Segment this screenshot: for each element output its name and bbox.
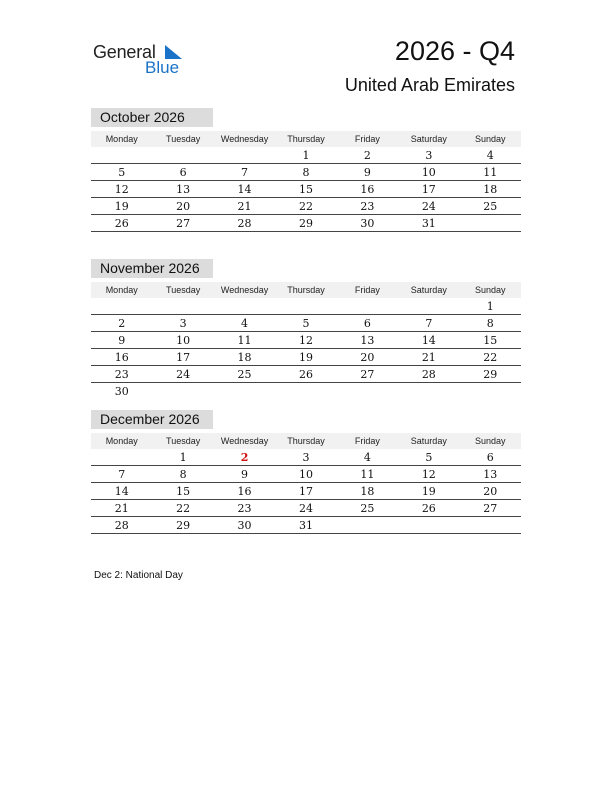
day-cell: 9 <box>241 468 249 481</box>
day-cell: 1 <box>302 149 310 162</box>
day-cell <box>460 517 521 533</box>
week-row <box>91 147 521 164</box>
day-cell <box>337 517 398 533</box>
day-cell: 15 <box>176 485 191 498</box>
weekday-header-row <box>91 131 521 147</box>
month-label: November 2026 <box>91 259 213 278</box>
day-cell <box>398 383 459 399</box>
day-cell: 30 <box>114 385 129 398</box>
day-cell: 18 <box>483 183 498 196</box>
logo-text-general: General <box>93 42 156 62</box>
week-row <box>91 215 521 232</box>
week-row <box>91 332 521 349</box>
day-cell: 28 <box>114 519 129 532</box>
generalblue-logo <box>93 42 193 78</box>
day-cell <box>337 298 398 314</box>
day-cell: 30 <box>360 217 375 230</box>
weekday-header: Saturday <box>410 436 447 446</box>
day-cell <box>91 147 152 163</box>
day-cell: 17 <box>421 183 436 196</box>
day-cell: 10 <box>298 468 313 481</box>
day-cell <box>398 517 459 533</box>
week-row <box>91 298 521 315</box>
weekday-header-row <box>91 282 521 298</box>
day-cell: 4 <box>241 317 249 330</box>
day-cell: 1 <box>486 300 494 313</box>
day-cell: 9 <box>118 334 126 347</box>
day-cell: 2 <box>363 149 371 162</box>
weekday-header: Thursday <box>287 134 325 144</box>
day-cell: 3 <box>425 149 433 162</box>
week-row <box>91 349 521 366</box>
day-cell: 20 <box>483 485 498 498</box>
logo-text-blue: Blue <box>145 58 180 77</box>
day-cell: 7 <box>241 166 249 179</box>
day-cell: 21 <box>237 200 252 213</box>
weekday-header: Tuesday <box>166 134 201 144</box>
day-cell: 14 <box>237 183 252 196</box>
weekday-header: Monday <box>105 285 138 295</box>
day-cell: 19 <box>421 485 436 498</box>
weekday-header: Friday <box>354 436 380 446</box>
week-row <box>91 198 521 215</box>
day-cell: 2 <box>240 451 249 464</box>
day-cell: 18 <box>237 351 252 364</box>
day-cell: 5 <box>302 317 310 330</box>
day-cell: 24 <box>298 502 313 515</box>
weekday-header: Tuesday <box>166 436 201 446</box>
weekday-header: Sunday <box>474 436 506 446</box>
weekday-header: Saturday <box>410 134 447 144</box>
weekday-header: Monday <box>105 134 138 144</box>
week-row <box>91 449 521 466</box>
day-cell: 23 <box>114 368 129 381</box>
day-cell: 29 <box>176 519 191 532</box>
day-cell: 15 <box>483 334 498 347</box>
day-cell: 9 <box>363 166 371 179</box>
day-cell <box>460 215 521 231</box>
week-row <box>91 164 521 181</box>
day-cell: 19 <box>298 351 313 364</box>
day-cell: 10 <box>421 166 436 179</box>
week-row <box>91 181 521 198</box>
day-cell: 22 <box>176 502 191 515</box>
holiday-note: Dec 2: National Day <box>94 570 183 581</box>
day-cell: 27 <box>360 368 375 381</box>
weekday-header-row <box>91 433 521 449</box>
day-cell: 25 <box>360 502 375 515</box>
day-cell: 1 <box>179 451 187 464</box>
day-cell <box>275 383 336 399</box>
day-cell: 14 <box>421 334 436 347</box>
day-cell <box>152 298 213 314</box>
day-cell <box>275 298 336 314</box>
day-cell: 26 <box>421 502 436 515</box>
day-cell: 26 <box>114 217 129 230</box>
day-cell: 23 <box>237 502 252 515</box>
day-cell: 31 <box>298 519 313 532</box>
month-label: December 2026 <box>91 410 213 429</box>
day-cell: 10 <box>176 334 191 347</box>
day-cell: 18 <box>360 485 375 498</box>
weekday-header: Friday <box>354 285 380 295</box>
month-october <box>91 108 521 232</box>
page-title: 2026 - Q4 <box>394 36 515 66</box>
day-cell: 2 <box>118 317 126 330</box>
day-cell: 24 <box>421 200 436 213</box>
day-cell: 3 <box>179 317 187 330</box>
weekday-header: Wednesday <box>220 285 269 295</box>
weekday-header: Saturday <box>410 285 447 295</box>
day-cell: 22 <box>483 351 498 364</box>
day-cell: 5 <box>118 166 126 179</box>
day-cell: 15 <box>298 183 313 196</box>
day-cell: 13 <box>176 183 191 196</box>
week-row <box>91 315 521 332</box>
day-cell: 26 <box>298 368 313 381</box>
day-cell <box>214 298 275 314</box>
day-cell <box>214 147 275 163</box>
day-cell: 23 <box>360 200 375 213</box>
day-cell: 20 <box>176 200 191 213</box>
day-cell: 11 <box>237 334 252 347</box>
day-cell: 25 <box>237 368 252 381</box>
day-cell: 25 <box>483 200 498 213</box>
day-cell <box>460 383 521 399</box>
day-cell: 4 <box>363 451 371 464</box>
weekday-header: Sunday <box>474 285 506 295</box>
day-cell: 8 <box>486 317 494 330</box>
day-cell: 16 <box>237 485 252 498</box>
weekday-header: Wednesday <box>220 436 269 446</box>
month-december <box>91 410 521 534</box>
day-cell <box>91 298 152 314</box>
day-cell: 6 <box>486 451 494 464</box>
day-cell: 16 <box>360 183 375 196</box>
week-row <box>91 500 521 517</box>
weekday-header: Sunday <box>474 134 506 144</box>
weekday-header: Thursday <box>287 285 325 295</box>
day-cell: 27 <box>483 502 498 515</box>
day-cell: 13 <box>483 468 498 481</box>
day-cell: 12 <box>298 334 313 347</box>
weekday-header: Tuesday <box>166 285 201 295</box>
day-cell: 8 <box>302 166 310 179</box>
week-row <box>91 517 521 534</box>
day-cell <box>337 383 398 399</box>
week-row <box>91 483 521 500</box>
weekday-header: Monday <box>105 436 138 446</box>
day-cell: 6 <box>179 166 187 179</box>
page-subtitle: United Arab Emirates <box>344 75 515 95</box>
day-cell: 14 <box>114 485 129 498</box>
week-row <box>91 466 521 483</box>
day-cell <box>152 147 213 163</box>
day-cell: 24 <box>176 368 191 381</box>
month-label: October 2026 <box>91 108 213 127</box>
day-cell: 27 <box>176 217 191 230</box>
weekday-header: Wednesday <box>220 134 269 144</box>
day-cell: 31 <box>421 217 436 230</box>
day-cell: 8 <box>179 468 187 481</box>
day-cell: 19 <box>114 200 129 213</box>
day-cell <box>152 383 213 399</box>
day-cell: 29 <box>298 217 313 230</box>
day-cell: 12 <box>114 183 129 196</box>
day-cell <box>214 383 275 399</box>
day-cell: 13 <box>360 334 375 347</box>
week-row <box>91 383 521 399</box>
day-cell: 11 <box>360 468 375 481</box>
weekday-header: Thursday <box>287 436 325 446</box>
day-cell: 22 <box>298 200 313 213</box>
day-cell: 30 <box>237 519 252 532</box>
day-cell: 16 <box>114 351 129 364</box>
day-cell: 4 <box>486 149 494 162</box>
day-cell: 7 <box>118 468 126 481</box>
day-cell: 17 <box>298 485 313 498</box>
day-cell: 21 <box>421 351 436 364</box>
day-cell: 3 <box>302 451 310 464</box>
day-cell <box>91 449 152 465</box>
day-cell: 12 <box>421 468 436 481</box>
day-cell: 28 <box>237 217 252 230</box>
day-cell: 20 <box>360 351 375 364</box>
day-cell: 7 <box>425 317 433 330</box>
month-november <box>91 259 521 399</box>
day-cell: 17 <box>176 351 191 364</box>
weekday-header: Friday <box>354 134 380 144</box>
day-cell: 21 <box>114 502 129 515</box>
day-cell: 11 <box>483 166 498 179</box>
day-cell: 28 <box>421 368 436 381</box>
day-cell <box>398 298 459 314</box>
day-cell: 6 <box>363 317 371 330</box>
week-row <box>91 366 521 383</box>
day-cell: 29 <box>483 368 498 381</box>
day-cell: 5 <box>425 451 433 464</box>
